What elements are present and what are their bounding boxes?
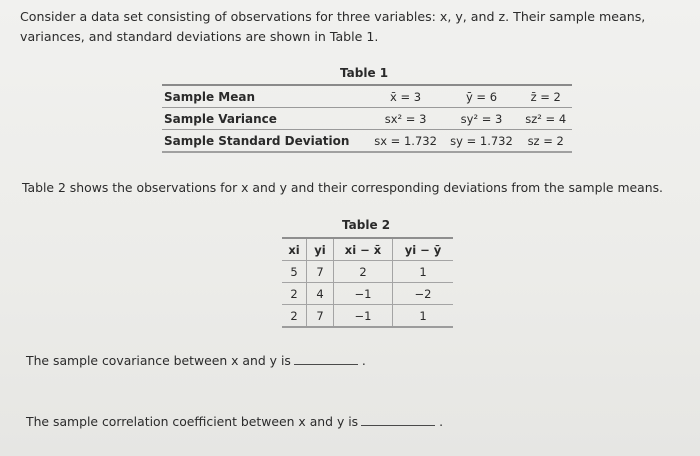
table2-intro-text: Table 2 shows the observations for x and y and their corresponding deviations from the sample means. <box>22 180 663 195</box>
table-row <box>162 85 572 108</box>
table-cell: 2 <box>282 305 307 328</box>
table-cell: −2 <box>393 283 454 305</box>
intro-text: Consider a data set consisting of observations for three variables: x, y, and z. Their sample means, variances, and standard deviations are shown in Table 1. <box>20 9 646 44</box>
z-value: sz = 2 <box>519 130 572 153</box>
y-value: ȳ = 6 <box>444 85 520 108</box>
row-label: Sample Variance <box>162 108 368 130</box>
correlation-question-text: The sample correlation coefficient between x and y is <box>26 414 359 429</box>
table-cell: 4 <box>307 283 334 305</box>
table-row <box>162 130 572 153</box>
row-label: Sample Mean <box>162 85 368 108</box>
table-row <box>162 108 572 130</box>
table-header-row <box>282 238 453 261</box>
table-cell: −1 <box>334 283 393 305</box>
table1-title: Table 1 <box>340 66 389 80</box>
table-cell: 1 <box>393 261 454 283</box>
table1 <box>162 84 572 153</box>
table-cell: −1 <box>334 305 393 328</box>
correlation-question <box>26 413 443 429</box>
row-label: Sample Standard Deviation <box>162 130 368 153</box>
z-value: z̄ = 2 <box>519 85 572 108</box>
column-header: yi <box>307 238 334 261</box>
covariance-question <box>26 352 366 368</box>
x-value: sx = 1.732 <box>368 130 444 153</box>
table-cell: 7 <box>307 305 334 328</box>
y-value: sy = 1.732 <box>444 130 520 153</box>
column-header: xi <box>282 238 307 261</box>
x-value: sx² = 3 <box>368 108 444 130</box>
table-cell: 1 <box>393 305 454 328</box>
z-value: sz² = 4 <box>519 108 572 130</box>
table-row <box>282 261 453 283</box>
table-row <box>282 283 453 305</box>
y-value: sy² = 3 <box>444 108 520 130</box>
column-header: xi − x̄ <box>334 238 393 261</box>
covariance-question-text: The sample covariance between x and y is <box>26 353 291 368</box>
period: . <box>361 353 366 368</box>
correlation-answer-blank[interactable] <box>361 413 435 426</box>
column-header: yi − ȳ <box>393 238 454 261</box>
table2 <box>282 237 453 328</box>
x-value: x̄ = 3 <box>368 85 444 108</box>
covariance-answer-blank[interactable] <box>294 352 358 365</box>
period: . <box>439 414 444 429</box>
table-cell: 5 <box>282 261 307 283</box>
table-row <box>282 305 453 328</box>
table2-title: Table 2 <box>342 218 391 232</box>
table-cell: 2 <box>282 283 307 305</box>
table-cell: 7 <box>307 261 334 283</box>
table-cell: 2 <box>334 261 393 283</box>
